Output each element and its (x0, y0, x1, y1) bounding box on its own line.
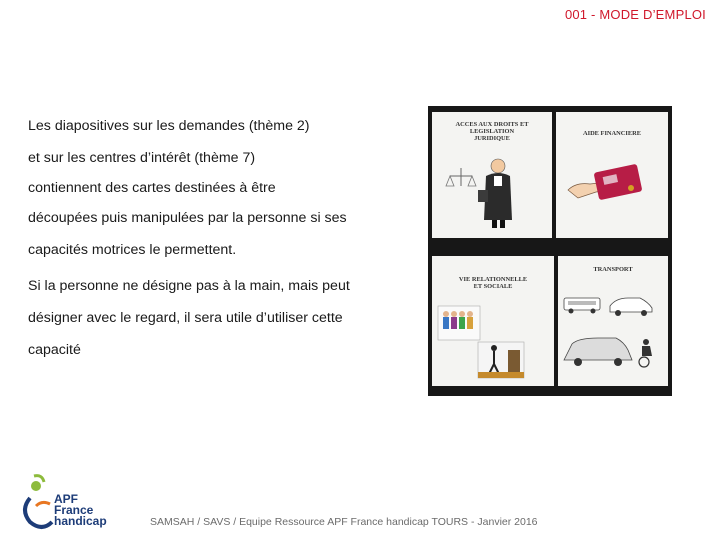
slide-title: 001 - MODE D’EMPLOI (564, 7, 706, 22)
card-label: VIE RELATIONNELLE ET SOCIALE (458, 276, 528, 290)
logo-line: APF (54, 492, 78, 506)
body-line: contiennent des cartes destinées à être (28, 180, 276, 196)
card-financial-aid (556, 112, 668, 238)
body-line: capacité (28, 342, 81, 358)
card-legal-rights (432, 112, 552, 238)
card-label: ACCES AUX DROITS ET LEGISLATION JURIDIQUE (455, 121, 529, 142)
vehicles-icon (558, 276, 668, 386)
bank-card-hand-icon (556, 142, 668, 238)
body-line: et sur les centres d’intérêt (thème 7) (28, 150, 256, 166)
footer-text: SAMSAH / SAVS / Equipe Ressource APF France handicap TOURS - Janvier 2016 (150, 516, 538, 528)
logo-line: France (54, 503, 94, 517)
body-line: désigner avec le regard, il sera utile d’utiliser cette (28, 310, 343, 326)
people-group-icon (432, 290, 554, 386)
logo-line: handicap (54, 514, 107, 528)
card-transport (558, 256, 668, 386)
logo-text (54, 494, 107, 527)
body-line: découpées puis manipulées par la personne si ses (28, 210, 347, 226)
cards-photo (428, 106, 672, 396)
card-label: AIDE FINANCIERE (582, 130, 642, 137)
body-line: Si la personne ne désigne pas à la main, mais peut (28, 278, 350, 294)
card-social-life (432, 256, 554, 386)
card-label: TRANSPORT (593, 266, 633, 273)
body-line: capacités motrices le permettent. (28, 242, 237, 258)
judge-scale-icon (432, 142, 552, 238)
body-line: Les diapositives sur les demandes (thème 2) (28, 118, 310, 134)
